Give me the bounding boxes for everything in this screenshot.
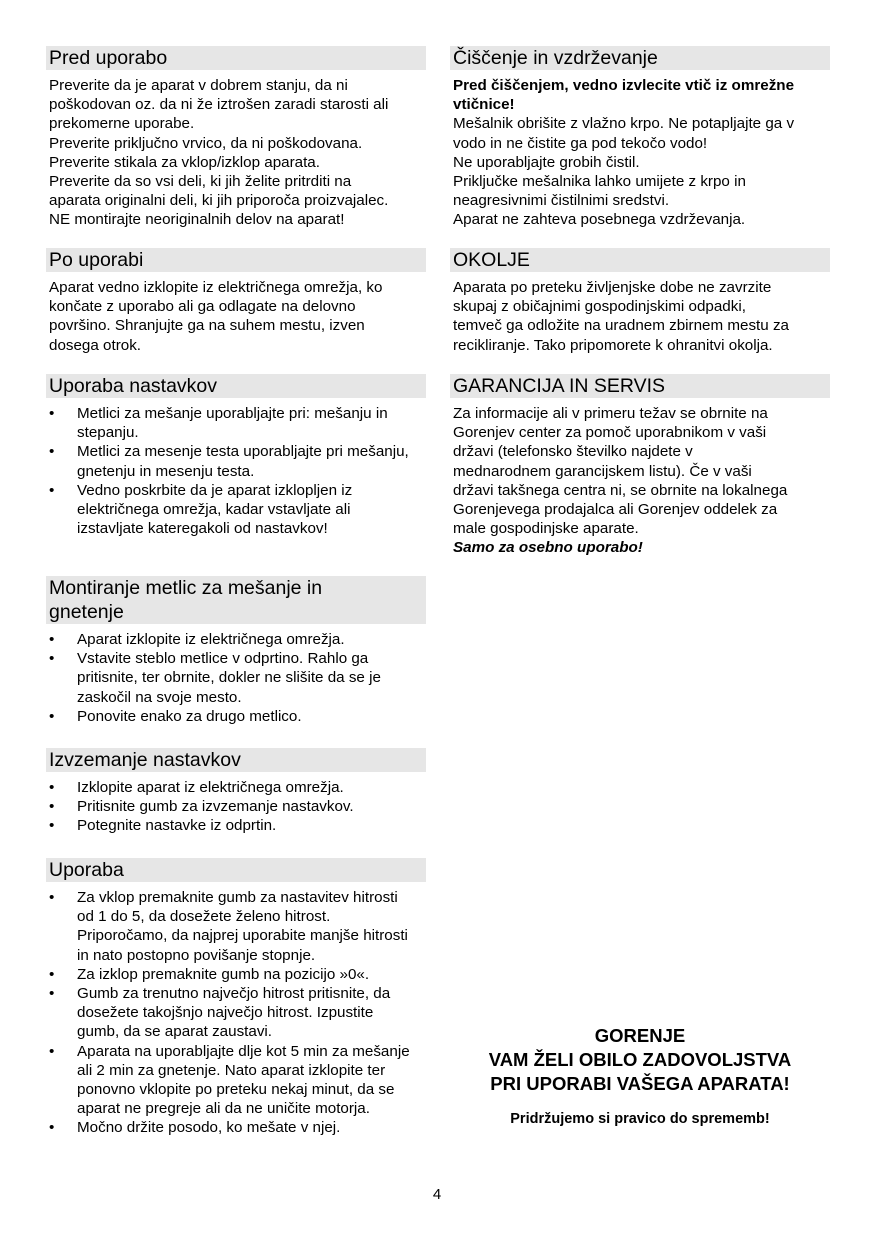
paragraph-line: Preverite da so vsi deli, ki jih želite pritrditi na: [49, 173, 352, 191]
list-item-line: • Za vklop premaknite gumb za nastavitev hitrosti: [77, 889, 398, 906]
paragraph-line: Preverite da je aparat v dobrem stanju, da ni: [49, 77, 348, 94]
list-item-line: • Vedno poskrbite da je aparat izklopljen iz: [77, 481, 353, 499]
section-pred-uporabo: [46, 46, 426, 230]
bullet-list: [46, 888, 426, 1138]
list-item: [46, 1118, 426, 1137]
list-item: [46, 1042, 426, 1119]
section-po-uporabi: [46, 248, 426, 355]
list-item: [46, 707, 426, 726]
bullet-list: [46, 404, 426, 538]
warning-line: vtičnice!: [453, 96, 515, 114]
list-item-line: dosežete takojšnjo največjo hitrost. Izpustite: [77, 1004, 374, 1022]
list-item-line: gumb, da se aparat zaustavi.: [77, 1023, 273, 1041]
list-item-line: ponovno vklopite po preteku nekaj minut, da se: [77, 1081, 395, 1099]
paragraph-line: temveč ga odložite na uradnem zbirnem mestu za: [453, 317, 789, 335]
section-heading: Pred uporabo: [46, 46, 426, 70]
section-uporaba: [46, 858, 426, 1138]
section-heading: OKOLJE: [450, 248, 830, 272]
paragraph-line: dosega otrok.: [49, 336, 142, 354]
warning-line: Pred čiščenjem, vedno izvlecite vtič iz omrežne: [453, 77, 795, 94]
list-item-line: • Gumb za trenutno največjo hitrost pritisnite, da: [77, 985, 391, 1003]
section-ciscenje: [450, 46, 830, 230]
list-item-line: • Aparat izklopite iz električnega omrežja.: [77, 631, 345, 648]
personal-use-note: Samo za osebno uporabo!: [453, 539, 643, 557]
paragraph-line: Mešalnik obrišite z vlažno krpo. Ne potapljajte ga v: [453, 115, 795, 133]
list-item: [46, 630, 426, 649]
paragraph-line: NE montirajte neoriginalnih delov na aparat!: [49, 211, 345, 229]
page-number: 4: [432, 1186, 442, 1203]
section-heading: Po uporabi: [46, 248, 426, 272]
paragraph-line: Aparat vedno izklopite iz električnega omrežja, ko: [49, 279, 383, 296]
list-item-line: • Potegnite nastavke iz odprtin.: [77, 817, 277, 835]
section-heading: Uporaba nastavkov: [46, 374, 426, 398]
paragraph-line: Aparat ne zahteva posebnega vzdrževanja.: [453, 211, 746, 229]
list-item: [46, 888, 426, 965]
list-item-line: gnetenju in mesenju testa.: [77, 462, 255, 480]
section-heading: GARANCIJA IN SERVIS: [450, 374, 830, 398]
paragraph-line: vodo in ne čistite ga pod tekočo vodo!: [453, 134, 708, 152]
paragraph-line: poškodovan oz. da ni že iztrošen zaradi starosti ali: [49, 96, 389, 114]
section-heading: Izvzemanje nastavkov: [46, 748, 426, 772]
paragraph-line: recikliranje. Tako pripomorete k ohranitvi okolja.: [453, 336, 773, 354]
paragraph-line: državi (telefonsko številko najdete v: [453, 443, 693, 461]
list-item-line: • Metlici za mešanje uporabljajte pri: mešanju in: [77, 405, 388, 422]
section-okolje: [450, 248, 830, 355]
paragraph-line: Aparata po preteku življenjske dobe ne zavrzite: [453, 279, 772, 296]
list-item-line: stepanju.: [77, 424, 139, 442]
list-item: [46, 442, 426, 480]
list-item: [46, 649, 426, 707]
list-item-line: od 1 do 5, da dosežete želeno hitrost.: [77, 908, 331, 926]
paragraph-line: prekomerne uporabe.: [49, 115, 195, 133]
section-uporaba-nastavkov: [46, 374, 426, 538]
list-item-line: • Ponovite enako za drugo metlico.: [77, 707, 302, 725]
list-item: [46, 797, 426, 816]
paragraph-line: površino. Shranjujte ga na suhem mestu, izven: [49, 317, 365, 335]
paragraph-line: neagresivnimi čistilnimi sredstvi.: [453, 192, 670, 210]
paragraph-line: Preverite priključno vrvico, da ni poškodovana.: [49, 134, 363, 152]
paragraph-line: Ne uporabljajte grobih čistil.: [453, 153, 640, 171]
list-item: [46, 481, 426, 539]
section-heading: Čiščenje in vzdrževanje: [450, 46, 830, 70]
list-item: [46, 984, 426, 1042]
list-item-line: • Vstavite steblo metlice v odprtino. Rahlo ga: [77, 650, 369, 668]
list-item-line: • Pritisnite gumb za izvzemanje nastavkov.: [77, 798, 354, 816]
list-item-line: električnega omrežja, kadar vstavljate ali: [77, 501, 351, 519]
section-montiranje: [46, 576, 426, 726]
list-item-line: pritisnite, ter obrnite, dokler ne slišite da se je: [77, 669, 381, 687]
bullet-list: [46, 778, 426, 836]
list-item-line: • Izklopite aparat iz električnega omrežja.: [77, 779, 344, 796]
list-item-line: in nato postopno povišanje stopnje.: [77, 946, 316, 964]
paragraph-line: končate z uporabo ali ga odlagate na delovno: [49, 298, 356, 316]
paragraph-line: Gorenjevega prodajalca ali Gorenjev oddelek za: [453, 501, 778, 519]
list-item: [46, 778, 426, 797]
list-item-line: • Za izklop premaknite gumb na pozicijo »0«.: [77, 965, 370, 983]
rights-note: Pridržujemo si pravico do sprememb!: [510, 1111, 770, 1127]
list-item-line: aparat ne pregreje ali da ne uničite motorja.: [77, 1100, 370, 1118]
section-garancija: [450, 374, 830, 558]
paragraph-line: Preverite stikala za vklop/izklop aparata.: [49, 153, 320, 171]
section-heading: [46, 576, 426, 624]
paragraph-line: Za informacije ali v primeru težav se obrnite na: [453, 405, 768, 422]
paragraph-line: mednarodnem garancijskem listu). Če v vaši: [453, 462, 752, 480]
list-item-line: • Močno držite posodo, ko mešate v njej.: [77, 1119, 341, 1137]
list-item-line: izstavljate kateregakoli od nastavkov!: [77, 520, 328, 538]
heading-line: Montiranje metlic za mešanje in: [49, 577, 323, 599]
list-item-line: zaskočil na svoje mesto.: [77, 688, 242, 706]
paragraph-line: male gospodinjske aparate.: [453, 520, 639, 538]
closing-message: [450, 1024, 830, 1129]
heading-line: gnetenje: [49, 601, 124, 623]
list-item: [46, 816, 426, 835]
list-item-line: Priporočamo, da najprej uporabite manjše hitrosti: [77, 927, 408, 945]
closing-line: VAM ŽELI OBILO ZADOVOLJSTVA: [488, 1049, 792, 1070]
section-heading: Uporaba: [46, 858, 426, 882]
bullet-list: [46, 630, 426, 726]
paragraph-line: skupaj z običajnimi gospodinjskimi odpadki,: [453, 298, 746, 316]
list-item-line: ali 2 min za gnetenje. Nato aparat izklopite ter: [77, 1061, 386, 1079]
list-item-line: • Metlici za mesenje testa uporabljajte pri mešanju,: [77, 443, 409, 461]
list-item: [46, 965, 426, 984]
list-item: [46, 404, 426, 442]
paragraph-line: Gorenjev center za pomoč uporabnikom v vaši: [453, 424, 767, 442]
paragraph-line: aparata originalni deli, ki jih priporoča proizvajalec.: [49, 192, 389, 210]
brand-name: GORENJE: [594, 1025, 686, 1046]
paragraph-line: Priključke mešalnika lahko umijete z krpo in: [453, 173, 746, 191]
closing-line: PRI UPORABI VAŠEGA APARATA!: [490, 1073, 790, 1094]
list-item-line: • Aparata na uporabljajte dlje kot 5 min za mešanje: [77, 1042, 410, 1060]
section-izvzemanje: [46, 748, 426, 836]
paragraph-line: državi takšnega centra ni, se obrnite na lokalnega: [453, 481, 788, 499]
